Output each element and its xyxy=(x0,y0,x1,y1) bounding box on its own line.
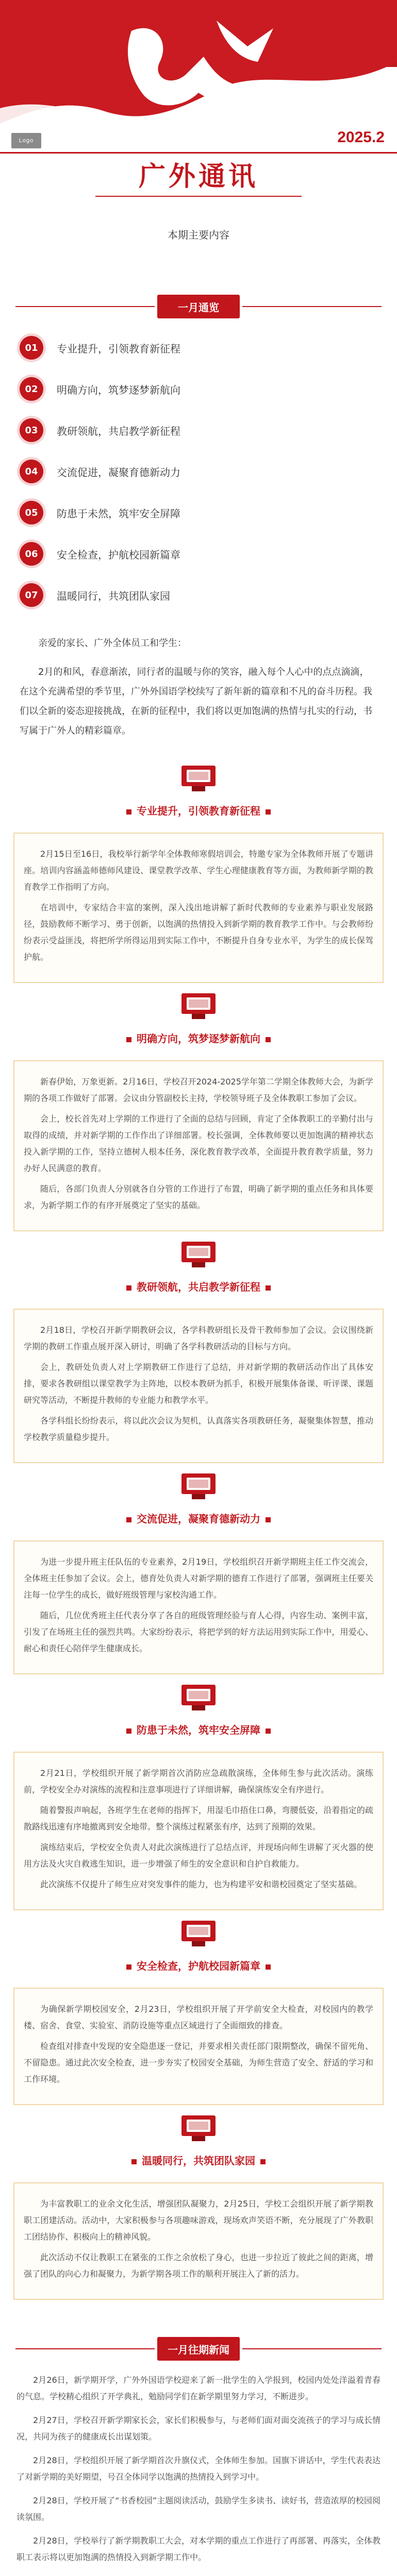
section-paragraph: 此次活动不仅让教职工在紧张的工作之余放松了身心，也进一步拉近了彼此之间的距离，增强了团队的向心力和凝聚力，为新学期各项工作的顺利开展注入了新的活力。 xyxy=(24,2252,373,2279)
section-header xyxy=(0,1674,397,1752)
section-header xyxy=(0,1231,397,1309)
number-icon: 04 xyxy=(20,460,43,483)
section-title: 温暖同行，共筑团队家园 xyxy=(0,2153,397,2167)
section-paragraph: 新春伊始，万象更新。2月16日，学校召开2024-2025学年第二学期全体教师大会，为新学期的各项工作做好了部署。会议由分管副校长主持，学校领导班子及全体教职工参加了会议。 xyxy=(24,1077,373,1103)
contents-subtitle: 本期主要内容 xyxy=(168,229,229,241)
section-body xyxy=(13,1988,384,2105)
section-paragraph: 为确保新学期校园安全，2月23日，学校组织开展了开学前安全大检查，对校园内的教学楼、宿舍、食堂、实验室、消防设施等重点区域进行了全面细致的排查。 xyxy=(24,2004,373,2030)
section-body xyxy=(13,2182,384,2300)
section-badge-icon xyxy=(181,1473,216,1499)
section-header xyxy=(0,1910,397,1988)
section-title: 明确方向，筑梦逐梦新航向 xyxy=(0,1030,397,1045)
news-item: 2月28日，学校开展了“书香校园”主题阅读活动，鼓励学生多读书、读好书，营造浓厚的校园阅读氛围。 xyxy=(16,2496,381,2522)
section-header xyxy=(0,1463,397,1540)
section-paragraph: 检查组对排查中发现的安全隐患逐一登记，并要求相关责任部门限期整改，确保不留死角、不留隐患。通过此次安全检查，进一步夯实了校园安全基础，为师生营造了安全、舒适的学习和工作环境。 xyxy=(24,2041,373,2084)
section-paragraph: 会上，教研处负责人对上学期教研工作进行了总结，并对新学期的教研活动作出了具体安排，要求各教研组以课堂教学为主阵地，以校本教研为抓手，积极开展集体备课、听评课、课题研究等活动，不断提升教师的专业能力和教学水平。 xyxy=(24,1362,373,1405)
section-paragraph: 在培训中，专家结合丰富的案例，深入浅出地讲解了新时代教师的专业素养与职业发展路径，鼓励教师不断学习、勇于创新，以饱满的热情投入到新学期的教育教学工作中。与会教师纷纷表示受益匪浅，将把所学所得运用到实际工作中，不断提升自身专业水平，为学生的成长保驾护航。 xyxy=(24,903,373,962)
section-title: 安全检查，护航校园新篇章 xyxy=(0,1958,397,1973)
pill-line-right xyxy=(242,2348,382,2349)
directory-item-label: 防患于未然，筑牢安全屏障 xyxy=(57,507,180,520)
directory-item-label: 交流促进，凝聚育德新动力 xyxy=(57,466,180,479)
pill-line-left xyxy=(15,306,155,307)
number-icon: 07 xyxy=(20,583,43,607)
intro-paragraph: 2月的和风，春意渐浓，同行者的温暖与你的笑容，融入每个人心中的点点滴滴，在这个充满希望的季节里，广外外国语学校续写了新年新的篇章和不凡的奋斗历程。我们以全新的姿态迎接挑战，在新的征程中，我们将以更加饱满的热情与扎实的行动，书写属于广外人的精彩篇章。 xyxy=(20,667,372,736)
section-title: 交流促进，凝聚育德新动力 xyxy=(0,1511,397,1526)
news-list xyxy=(0,2367,397,2576)
section-badge-icon xyxy=(181,1242,216,1267)
news-pill-row xyxy=(0,2331,397,2367)
news-item: 2月26日，新学期开学，广外外国语学校迎来了新一批学生的入学报到，校园内处处洋溢着青春的气息。学校精心组织了开学典礼，勉励同学们在新学期里努力学习，不断进步。 xyxy=(16,2375,381,2401)
pill-line-right xyxy=(242,306,382,307)
section-title: 防患于未然，筑牢安全屏障 xyxy=(0,1722,397,1737)
section-paragraph: 2月18日，学校召开新学期教研会议，各学科教研组长及骨干教师参加了会议。会议围绕新学期的教研工作重点展开深入研讨，明确了各学科教研活动的目标与方向。 xyxy=(24,1325,373,1351)
pill-line-left xyxy=(15,2348,155,2349)
directory-pill: 一月通览 xyxy=(157,295,240,318)
section-body xyxy=(13,1309,384,1463)
section-paragraph: 随着警报声响起，各班学生在老师的指挥下，用湿毛巾捂住口鼻，弯腰低姿，沿着指定的疏散路线迅速有序地撤离到安全地带。整个演练过程紧张有序，达到了预期的效果。 xyxy=(24,1805,373,1832)
section-body xyxy=(13,1540,384,1674)
school-emblem-icon xyxy=(0,0,397,126)
section-header xyxy=(0,983,397,1060)
section-header xyxy=(0,755,397,833)
section-badge-icon xyxy=(181,1921,216,1946)
mini-logo: Logo xyxy=(11,133,41,148)
directory-item-label: 教研领航，共启教学新征程 xyxy=(57,425,180,437)
directory-item[interactable] xyxy=(14,371,383,407)
section-badge-icon xyxy=(181,1685,216,1710)
number-icon: 05 xyxy=(20,501,43,524)
greeting: 亲爱的家长、广外全体员工和学生： xyxy=(38,638,187,649)
directory-item-label: 安全检查，护航校园新篇章 xyxy=(57,548,180,561)
directory-item[interactable] xyxy=(14,577,383,613)
header-banner xyxy=(0,0,397,289)
section-badge-icon xyxy=(181,2115,216,2141)
section-paragraph: 随后，各部门负责人分别就各自分管的工作进行了布置，明确了新学期的重点任务和具体要求，为新学期工作的有序开展奠定了坚实的基础。 xyxy=(24,1184,373,1210)
section-paragraph: 此次演练不仅提升了师生应对突发事件的能力，也为构建平安和谐校园奠定了坚实基础。 xyxy=(40,1879,362,1889)
directory-item[interactable] xyxy=(14,412,383,448)
news-item: 2月28日，学校组织开展了新学期首次升旗仪式，全体师生参加。国旗下讲话中，学生代表表达了对新学期的美好期望，号召全体同学以饱满的热情投入到学习中。 xyxy=(16,2455,381,2482)
section-paragraph: 会上，校长首先对上学期的工作进行了全面的总结与回顾，肯定了全体教职工的辛勤付出与取得的成绩，并对新学期的工作作出了详细部署。校长强调，全体教师要以更加饱满的精神状态投入新学期的工作，坚持立德树人根本任务，深化教育教学改革，全面提升教育教学质量，努力办好人民满意的教育。 xyxy=(24,1114,373,1173)
directory-item[interactable] xyxy=(14,495,383,531)
section-body xyxy=(13,833,384,983)
number-icon: 06 xyxy=(20,542,43,566)
news-item: 2月28日，学校举行了新学期教职工大会，对本学期的重点工作进行了再部署、再落实，全体教职工表示将以更加饱满的热情投入到新学期工作中。 xyxy=(16,2536,381,2562)
number-icon: 03 xyxy=(20,418,43,442)
directory-item-label: 专业提升，引领教育新征程 xyxy=(57,342,180,355)
number-icon: 01 xyxy=(20,336,43,360)
section-body xyxy=(13,1752,384,1910)
section-paragraph: 2月21日，学校组织开展了新学期首次消防应急疏散演练，全体师生参与此次活动。演练前，学校安全办对演练的流程和注意事项进行了详细讲解，确保演练安全有序进行。 xyxy=(24,1768,373,1794)
number-icon: 02 xyxy=(20,377,43,401)
section-paragraph: 为进一步提升班主任队伍的专业素养，2月19日，学校组织召开新学期班主任工作交流会，全体班主任参加了会议。会上，德育处负责人对新学期的德育工作进行了部署，强调班主任要关注每一位学生的成长，做好班级管理与家校沟通工作。 xyxy=(24,1557,373,1600)
directory-item[interactable] xyxy=(14,330,383,366)
section-header xyxy=(0,2105,397,2182)
directory-list xyxy=(0,330,397,613)
section-title: 专业提升，引领教育新征程 xyxy=(0,803,397,818)
section-badge-icon xyxy=(181,993,216,1019)
section-paragraph: 演练结束后，学校安全负责人对此次演练进行了总结点评，并现场向师生讲解了灭火器的使用方法及火灾自救逃生知识，进一步增强了师生的安全意识和自护自救能力。 xyxy=(24,1842,373,1869)
directory-item[interactable] xyxy=(14,453,383,489)
news-item: 2月27日，学校召开新学期家长会，家长们积极参与，与老师们面对面交流孩子的学习与成长情况，共同为孩子的健康成长出谋划策。 xyxy=(16,2415,381,2442)
header-rule xyxy=(0,152,397,154)
issue-date: 2025.2 xyxy=(337,129,385,146)
section-paragraph: 为丰富教职工的业余文化生活，增强团队凝聚力，2月25日，学校工会组织开展了新学期教职工团建活动。活动中，大家积极参与各项趣味游戏，现场欢声笑语不断，充分展现了广外教职工团结协作、积极向上的精神风貌。 xyxy=(24,2199,373,2242)
section-paragraph: 2月15日至16日，我校举行新学年全体教师寒假培训会，特邀专家为全体教师开展了专题讲座。培训内容涵盖师德师风建设、课堂教学改革、学生心理健康教育等方面，为教师新学期的教育教学工作指明了方向。 xyxy=(24,849,373,892)
section-body xyxy=(13,1060,384,1231)
title-underline xyxy=(95,196,302,197)
news-pill: 一月往期新闻 xyxy=(157,2337,240,2361)
directory-item[interactable] xyxy=(14,536,383,572)
directory-pill-row xyxy=(0,289,397,325)
newsletter-title: 广外通讯 xyxy=(138,161,258,192)
section-badge-icon xyxy=(181,766,216,791)
section-paragraph: 各学科组长纷纷表示，将以此次会议为契机，认真落实各项教研任务，凝聚集体智慧，推动学校教学质量稳步提升。 xyxy=(24,1416,373,1442)
directory-item-label: 温暖同行，共筑团队家园 xyxy=(57,589,170,602)
section-paragraph: 随后，几位优秀班主任代表分享了各自的班级管理经验与育人心得，内容生动、案例丰富，引发了在场班主任的强烈共鸣。大家纷纷表示，将把学到的好方法运用到实际工作中，用爱心、耐心和责任心陪伴学生健康成长。 xyxy=(24,1611,373,1653)
intro xyxy=(0,618,397,755)
directory-item-label: 明确方向，筑梦逐梦新航向 xyxy=(57,383,180,396)
section-title: 教研领航，共启教学新征程 xyxy=(0,1279,397,1294)
